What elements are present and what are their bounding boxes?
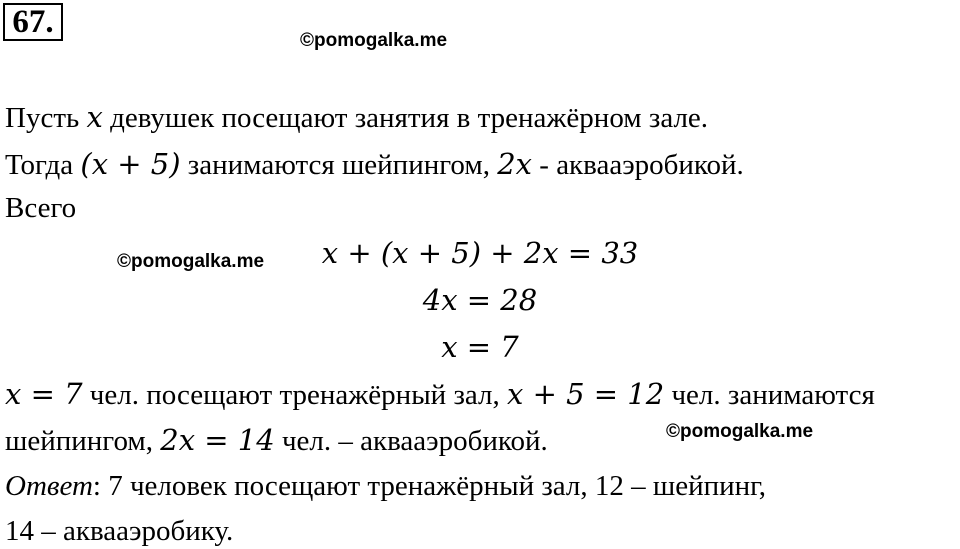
watermark: ©pomogalka.me	[666, 421, 814, 442]
answer-line-2: 14 – аквааэробику.	[5, 515, 234, 547]
text-fragment: шейпингом,	[5, 425, 161, 457]
text-fragment: - аквааэробикой.	[532, 149, 744, 181]
text-fragment: чел. посещают тренажёрный зал,	[82, 379, 507, 411]
text-line-3: Всего	[5, 192, 77, 224]
text-fragment: Тогда	[5, 149, 81, 181]
math-variable: x	[86, 100, 103, 134]
text-fragment: занимаются шейпингом,	[180, 149, 498, 181]
task-number: 67.	[3, 3, 63, 41]
math-expression: 2x = 14	[160, 423, 275, 457]
math-expression: x = 7	[5, 377, 83, 411]
text-fragment: чел. занимаются	[664, 379, 875, 411]
watermark: ©pomogalka.me	[300, 30, 448, 51]
text-fragment: : 7 человек посещают тренажёрный зал, 12 – шейпинг,	[92, 470, 767, 502]
math-equation: x = 7	[441, 330, 519, 364]
text-line-1	[5, 100, 708, 135]
result-line-1	[5, 377, 875, 412]
text-line-2	[5, 147, 744, 182]
text-fragment: девушек посещают занятия в тренажёрном зале.	[102, 102, 709, 134]
text-fragment: Пусть	[5, 102, 87, 134]
answer-line-1	[5, 469, 766, 503]
math-expression: (x + 5)	[80, 147, 181, 181]
equation-2	[0, 283, 960, 318]
text-fragment: чел. – аквааэробикой.	[274, 425, 548, 457]
math-equation: x + (x + 5) + 2x = 33	[321, 236, 639, 270]
answer-label: Ответ	[5, 470, 93, 502]
equation-1	[0, 236, 960, 271]
math-expression: x + 5 = 12	[507, 377, 665, 411]
math-expression: 2x	[497, 147, 533, 181]
watermark: ©pomogalka.me	[117, 251, 265, 272]
result-line-2	[5, 423, 548, 458]
equation-3	[0, 330, 960, 365]
math-equation: 4x = 28	[422, 283, 538, 317]
